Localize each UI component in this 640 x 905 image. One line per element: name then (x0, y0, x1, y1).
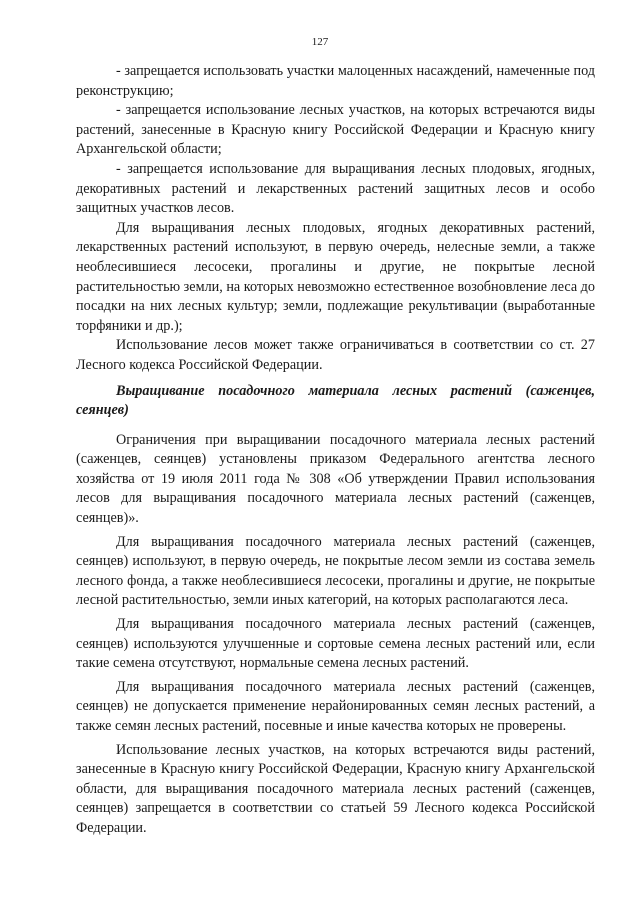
page-number: 127 (311, 36, 329, 48)
section-heading: Выращивание посадочного материала лесных растений (саженцев, сеянцев) (76, 382, 595, 419)
paragraph-3: - запрещается использование для выращивания лесных плодовых, ягодных, декоративных растений и лекарственных растений защитных лесов и особо защитных участков лесов. (76, 160, 595, 217)
paragraph-5: Использование лесов может также ограничиваться в соответствии со ст. 27 Лесного кодекса Российской Федерации. (76, 337, 595, 373)
paragraph-1: - запрещается использовать участки малоценных насаждений, намеченные под реконструкцию; (76, 63, 595, 99)
paragraph-10: Использование лесных участков, на которых встречаются виды растений, занесенные в Красную книгу Российской Федерации, Красную книгу Архангельской области, для выращивания посадочного материала лесных растений (саженцев, сеянцев) запрещается в соответствии со статьей 59 Лесного кодекса Российской Федерации. (76, 741, 595, 836)
paragraph-9: Для выращивания посадочного материала лесных растений (саженцев, сеянцев) не допускается применение нерайонированных семян лесных растений, а также семян лесных растений, посевные и иные качества которых не проверены. (76, 678, 595, 734)
document-body (76, 62, 595, 839)
paragraph-7: Для выращивания посадочного материала лесных растений (саженцев, сеянцев) используют, в первую очередь, не покрытые лесом земли из состава земель лесного фонда, а также необлесившиеся лесосеки, прогалины и другие, не покрытые лесной растительностью, земли иных категорий, на которых располагаются леса. (76, 533, 595, 609)
paragraph-4: Для выращивания лесных плодовых, ягодных декоративных растений, лекарственных растений используют, в первую очередь, нелесные земли, а также необлесившиеся лесосеки, прогалины и другие, не покрытые лесной растительностью земли, на которых невозможно естественное возобновление леса до посадки на них лесных культур; земли, подлежащие рекультивации (выработанные торфяники и др.); (76, 219, 595, 334)
paragraph-2: - запрещается использование лесных участков, на которых встречаются виды растений, занесенные в Красную книгу Российской Федерации и Красную книгу Архангельской области; (76, 102, 595, 158)
paragraph-6: Ограничения при выращивании посадочного материала лесных растений (саженцев, сеянцев) установлены приказом Федерального агентства лесного хозяйства от 19 июля 2011 года № 308 «Об утверждении Правил использования лесов для выращивания посадочного материала лесных растений (саженцев, сеянцев)». (76, 431, 595, 527)
paragraph-8: Для выращивания посадочного материала лесных растений (саженцев, сеянцев) используются улучшенные и сортовые семена лесных растений или, если такие семена отсутствуют, нормальные семена лесных растений. (76, 616, 595, 672)
